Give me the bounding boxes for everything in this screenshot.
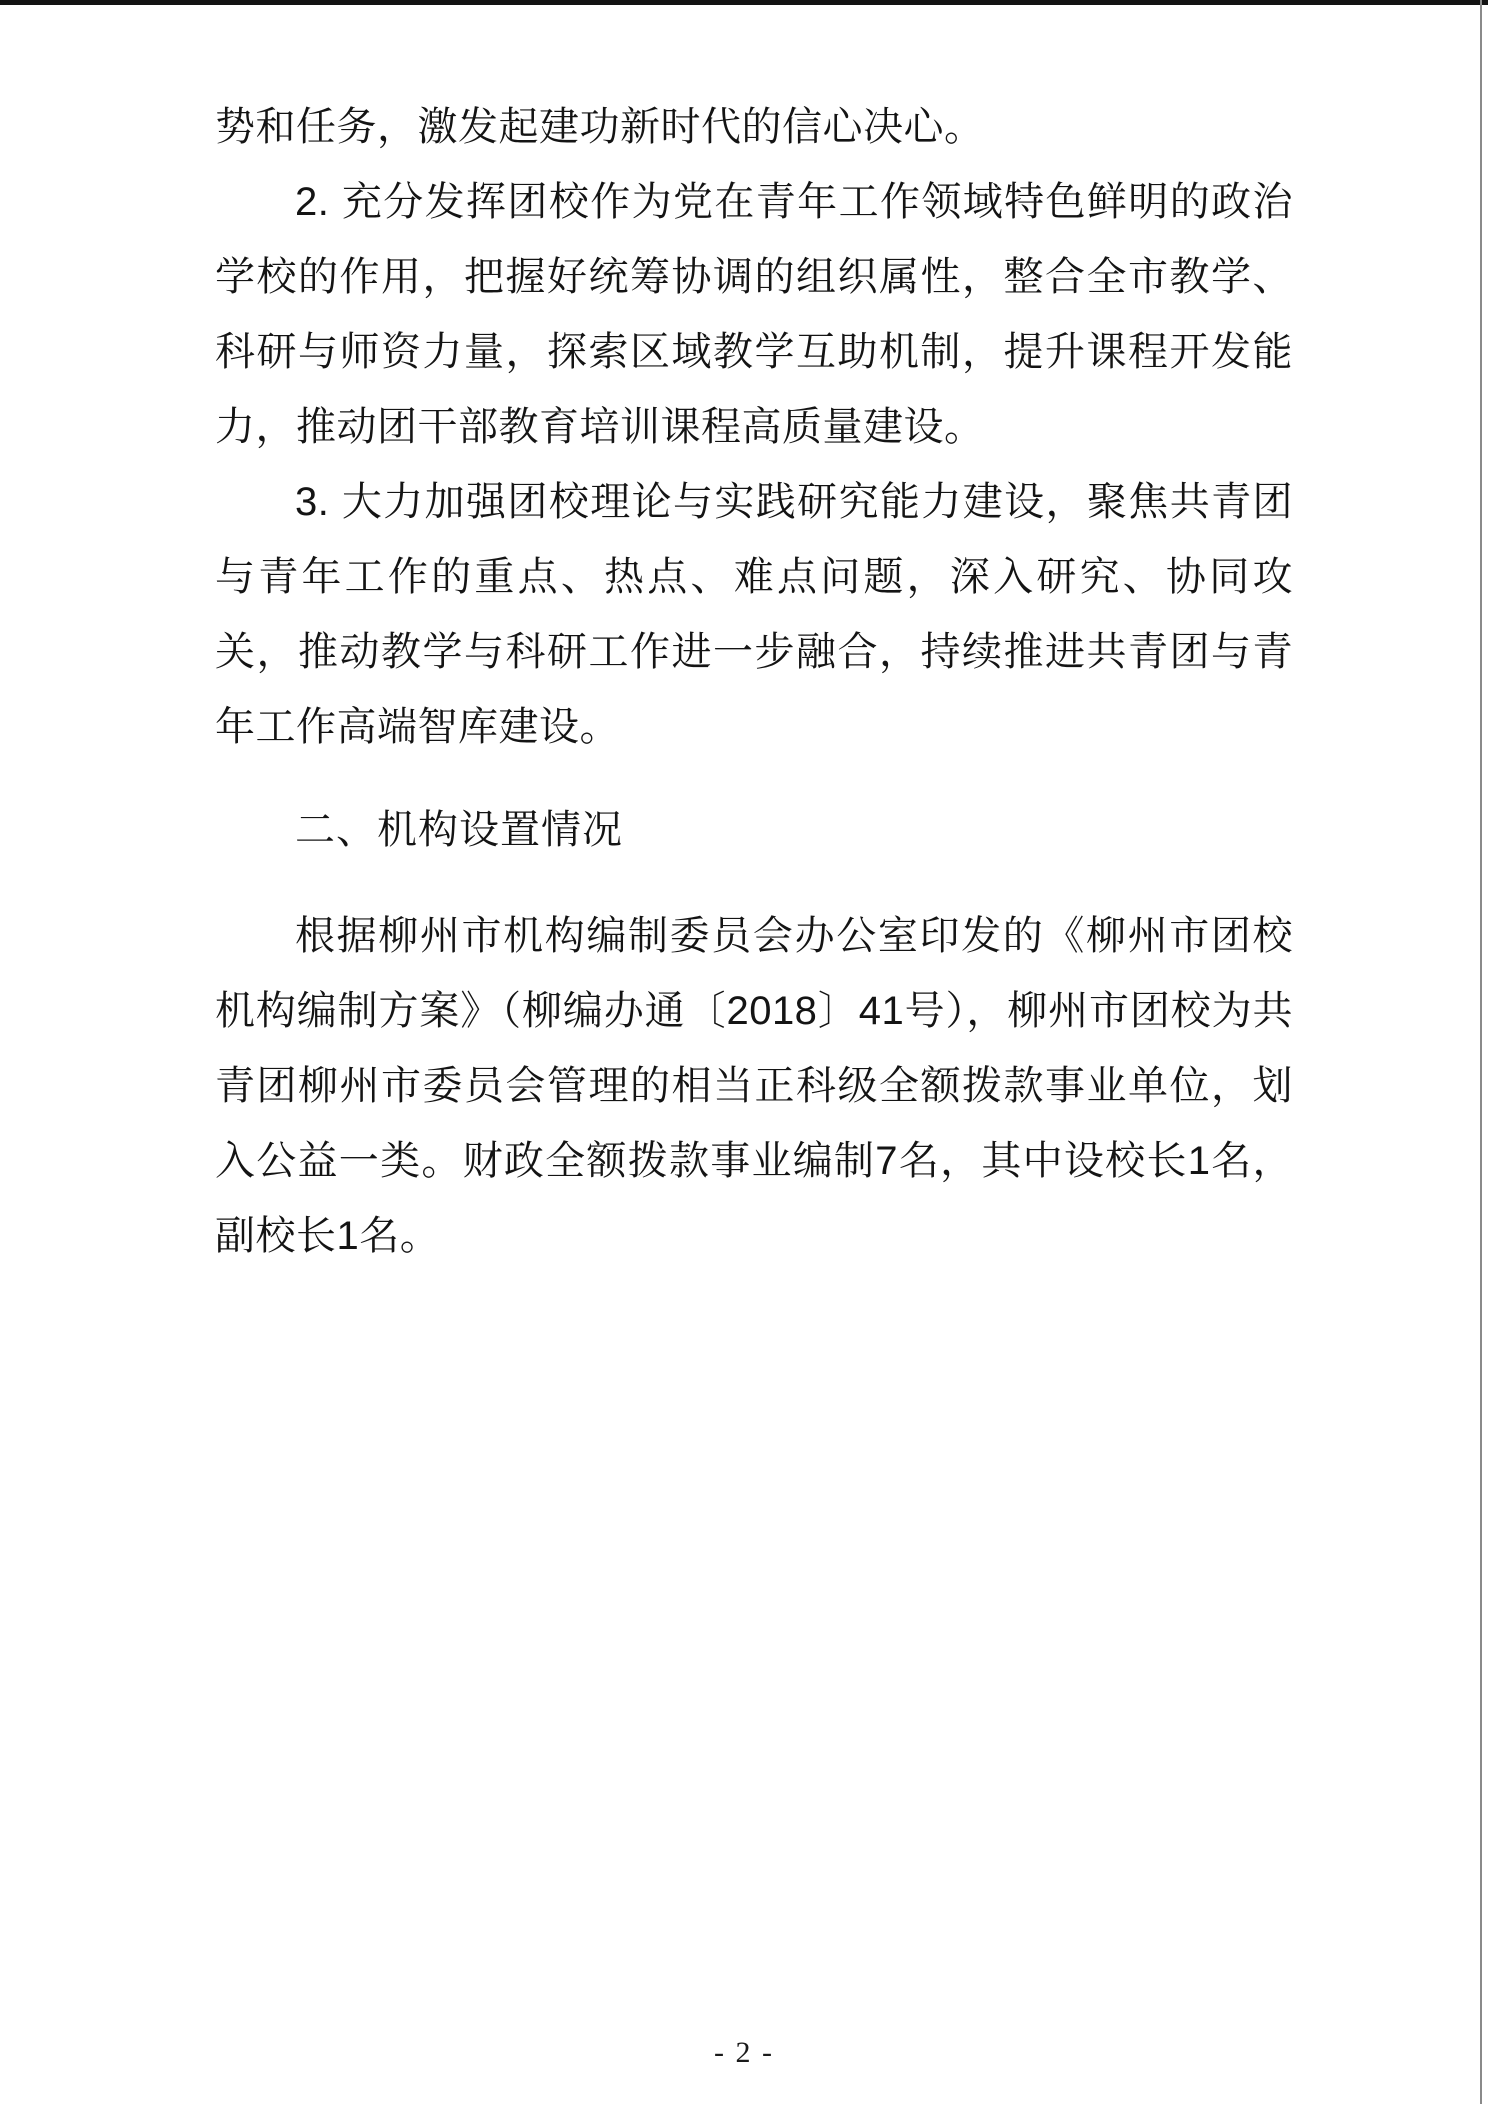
page-right-edge — [1480, 0, 1482, 2104]
section-heading: 二、机构设置情况 — [295, 808, 623, 852]
document-body — [215, 90, 1293, 1274]
body-paragraph-item-3: 3. 大力加强团校理论与实践研究能力建设，聚焦共青团与青年工作的重点、热点、难点问题，深入研究、协同攻关，推动教学与科研工作进一步融合，持续推进共青团与青年工作高端智库建设。 — [215, 480, 1293, 749]
body-paragraph-item-2: 2. 充分发挥团校作为党在青年工作领域特色鲜明的政治学校的作用，把握好统筹协调的组织属性，整合全市教学、科研与师资力量，探索区域教学互助机制，提升课程开发能力，推动团干部教育培训课程高质量建设。 — [215, 180, 1293, 449]
page-number: - 2 - — [714, 2036, 774, 2069]
page-footer — [0, 2036, 1488, 2070]
body-paragraph-org-setup: 根据柳州市机构编制委员会办公室印发的《柳州市团校机构编制方案》（柳编办通〔2018〕41号），柳州市团校为共青团柳州市委员会管理的相当正科级全额拨款事业单位，划入公益一类。财政全额拨款事业编制7名，其中设校长1名，副校长1名。 — [215, 914, 1293, 1258]
body-paragraph-continuation: 势和任务，激发起建功新时代的信心决心。 — [215, 105, 985, 149]
page-top-edge — [0, 0, 1488, 5]
